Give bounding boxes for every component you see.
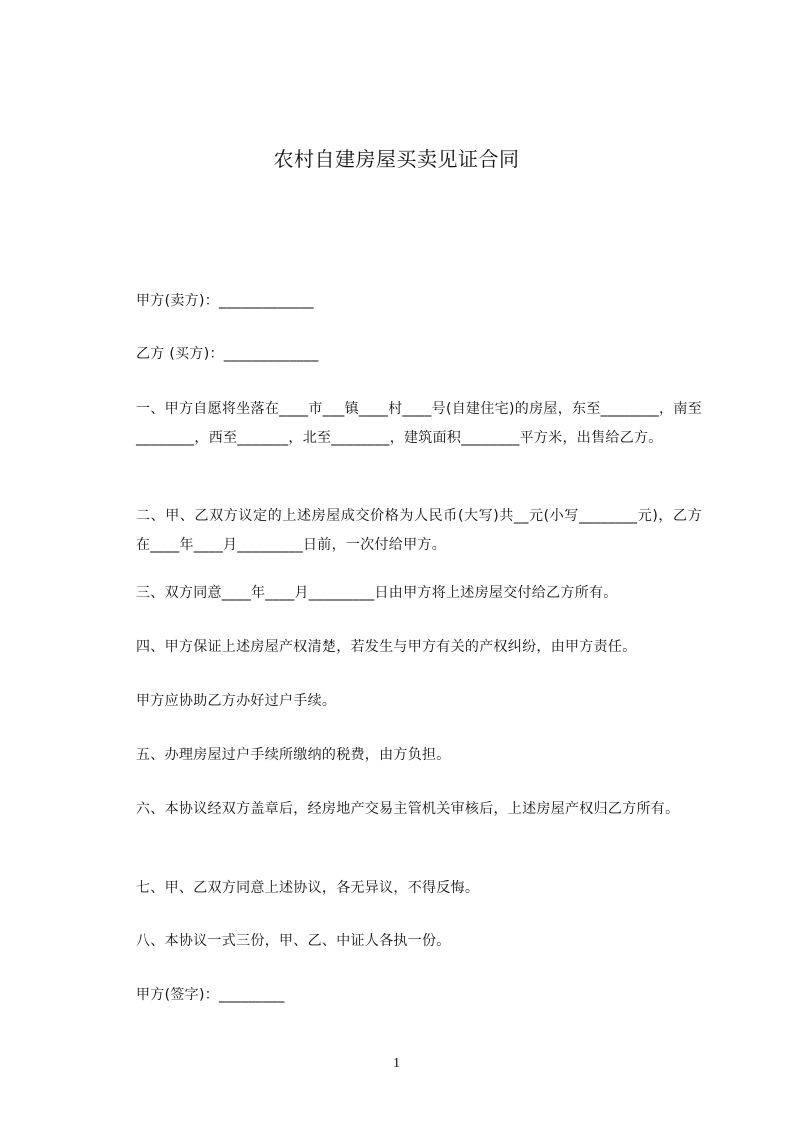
clause-6: 六、本协议经双方盖章后，经房地产交易主管机关审核后，上述房屋产权归乙方所有。 — [136, 801, 680, 817]
page-number: 1 — [393, 1056, 400, 1071]
clause-8: 八、本协议一式三份，甲、乙、中证人各执一份。 — [136, 933, 451, 949]
clause-7: 七、甲、乙双方同意上述协议，各无异议，不得反悔。 — [136, 880, 480, 896]
clause-2: 二、甲、乙双方议定的上述房屋成交价格为人民币(大写)共__元(小写________元)，乙方在____年____月_________日前，一次付给甲方。 — [136, 508, 702, 553]
buyer-line: 乙方 (买方)：_____________ — [136, 346, 319, 362]
document-title: 农村自建房屋买卖见证合同 — [273, 147, 520, 171]
clause-1: 一、甲方自愿将坐落在____市___镇____村____号(自建住宅)的房屋，东至________，南至________，西至_______，北至________，建筑面积________平方米，出售给乙方。 — [136, 401, 702, 446]
seller-line: 甲方(卖方)：_____________ — [136, 293, 314, 309]
seller-signature-line: 甲方(签字)：_________ — [136, 987, 285, 1003]
clause-3: 三、双方同意____年____月_________日由甲方将上述房屋交付给乙方所有。 — [136, 585, 618, 601]
clause-5: 五、办理房屋过户手续所缴纳的税费，由方负担。 — [136, 747, 451, 763]
clause-4: 四、甲方保证上述房屋产权清楚，若发生与甲方有关的产权纠纷，由甲方责任。 — [136, 639, 637, 655]
clause-4-note: 甲方应协助乙方办好过户手续。 — [136, 693, 337, 709]
